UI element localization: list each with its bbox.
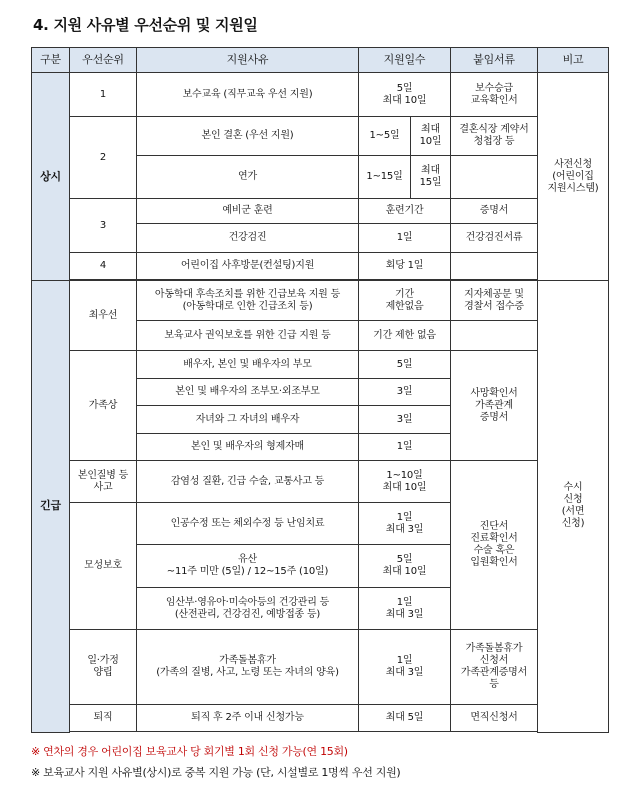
table-row <box>32 630 609 705</box>
docs-cell: 결혼식장 계약서 청첩장 등 <box>451 117 538 156</box>
reason-cell: 예비군 훈련 <box>137 199 359 224</box>
header-note: 비고 <box>538 48 609 73</box>
table-row <box>32 351 609 379</box>
header-category: 구분 <box>32 48 70 73</box>
days-cell: 훈련기간 <box>359 199 451 224</box>
reason-cell: 감염성 질환, 긴급 수술, 교통사고 등 <box>137 461 359 503</box>
docs-cell <box>451 156 538 199</box>
days-cell: 1일 <box>359 224 451 253</box>
reason-cell: 보육교사 권익보호를 위한 긴급 지원 등 <box>137 321 359 351</box>
days-cell: 1일 최대 3일 <box>359 630 451 705</box>
priority-cell: 1 <box>70 73 137 117</box>
spacer-row <box>32 732 609 733</box>
table-row <box>32 705 609 732</box>
docs-cell: 가족돌봄휴가 신청서 가족관계증명서 등 <box>451 630 538 705</box>
table-row <box>32 73 609 117</box>
reason-cell: 배우자, 본인 및 배우자의 부모 <box>137 351 359 379</box>
table-row <box>32 281 609 321</box>
days-cell: 5일 최대 10일 <box>359 73 451 117</box>
header-row <box>32 48 609 73</box>
note-regular: 사전신청 (어린이집 지원시스템) <box>538 73 609 281</box>
header-priority: 우선순위 <box>70 48 137 73</box>
days-cell: 3일 <box>359 379 451 406</box>
reason-cell: 퇴직 후 2주 이내 신청가능 <box>137 705 359 732</box>
reason-cell: 본인 및 배우자의 형제자매 <box>137 434 359 461</box>
priority-cell: 가족상 <box>70 351 137 461</box>
docs-cell: 면직신청서 <box>451 705 538 732</box>
reason-cell: 아동학대 후속조치를 위한 긴급보육 지원 등 (아동학대로 인한 긴급조치 등) <box>137 281 359 321</box>
page-title: 4. 지원 사유별 우선순위 및 지원일 <box>33 16 258 34</box>
reason-cell: 어린이집 사후방문(컨설팅)지원 <box>137 253 359 280</box>
days-cell: 3일 <box>359 406 451 434</box>
reason-cell: 가족돌봄휴가 (가족의 질병, 사고, 노령 또는 자녀의 양육) <box>137 630 359 705</box>
priority-cell: 2 <box>70 117 137 199</box>
reason-cell: 본인 결혼 (우선 지원) <box>137 117 359 156</box>
reason-cell: 본인 및 배우자의 조부모·외조부모 <box>137 379 359 406</box>
days-cell: 1일 최대 3일 <box>359 503 451 545</box>
reason-cell: 연가 <box>137 156 359 199</box>
days-cell: 기간 제한없음 <box>359 281 451 321</box>
priority-cell: 퇴직 <box>70 705 137 732</box>
reason-cell: 건강검진 <box>137 224 359 253</box>
docs-cell <box>451 253 538 280</box>
category-urgent: 긴급 <box>32 281 70 733</box>
reason-cell: 보수교육 (직무교육 우선 지원) <box>137 73 359 117</box>
days-cell: 기간 제한 없음 <box>359 321 451 351</box>
priority-cell: 일·가정 양립 <box>70 630 137 705</box>
footnote-duplicate: ※ 보육교사 지원 사유별(상시)로 중복 지원 가능 (단, 시설별로 1명씩 우선 지원) <box>31 766 401 779</box>
days-cell: 1~15일 <box>359 156 411 199</box>
docs-cell <box>451 321 538 351</box>
days-cell: 회당 1일 <box>359 253 451 280</box>
days-cell: 최대 5일 <box>359 705 451 732</box>
category-regular: 상시 <box>32 73 70 281</box>
priority-cell: 본인질병 등 사고 <box>70 461 137 503</box>
table-row <box>32 199 609 224</box>
max-days-cell: 최대 15일 <box>411 156 451 199</box>
days-cell: 1~5일 <box>359 117 411 156</box>
note-urgent: 수시 신청 (서면 신청) <box>538 281 609 733</box>
support-priority-table <box>31 47 609 733</box>
priority-cell: 최우선 <box>70 281 137 351</box>
docs-cell: 진단서 진료확인서 수술 혹은 입원확인서 <box>451 461 538 630</box>
priority-cell: 모성보호 <box>70 503 137 630</box>
footnote-leave: ※ 연차의 경우 어린이집 보육교사 당 회기별 1회 신청 가능(연 15회) <box>31 745 348 758</box>
docs-cell: 사망확인서 가족관계 증명서 <box>451 351 538 461</box>
header-reason: 지원사유 <box>137 48 359 73</box>
header-docs: 붙임서류 <box>451 48 538 73</box>
reason-cell: 유산 ~11주 미만 (5일) / 12~15주 (10일) <box>137 545 359 588</box>
header-days: 지원일수 <box>359 48 451 73</box>
table-row <box>32 461 609 503</box>
reason-cell: 자녀와 그 자녀의 배우자 <box>137 406 359 434</box>
docs-cell: 지자체공문 및 경찰서 접수증 <box>451 281 538 321</box>
max-days-cell: 최대 10일 <box>411 117 451 156</box>
table-row <box>32 117 609 156</box>
priority-cell: 3 <box>70 199 137 253</box>
days-cell: 1일 최대 3일 <box>359 588 451 630</box>
days-cell: 5일 최대 10일 <box>359 545 451 588</box>
docs-cell: 증명서 <box>451 199 538 224</box>
days-cell: 1~10일 최대 10일 <box>359 461 451 503</box>
table-row <box>32 253 609 280</box>
days-cell: 1일 <box>359 434 451 461</box>
reason-cell: 임산부·영유아·미숙아등의 건강관리 등 (산전관리, 건강검진, 예방접종 등) <box>137 588 359 630</box>
days-cell: 5일 <box>359 351 451 379</box>
reason-cell: 인공수정 또는 체외수정 등 난임치료 <box>137 503 359 545</box>
priority-cell: 4 <box>70 253 137 280</box>
docs-cell: 보수승급 교육확인서 <box>451 73 538 117</box>
docs-cell: 건강검진서류 <box>451 224 538 253</box>
